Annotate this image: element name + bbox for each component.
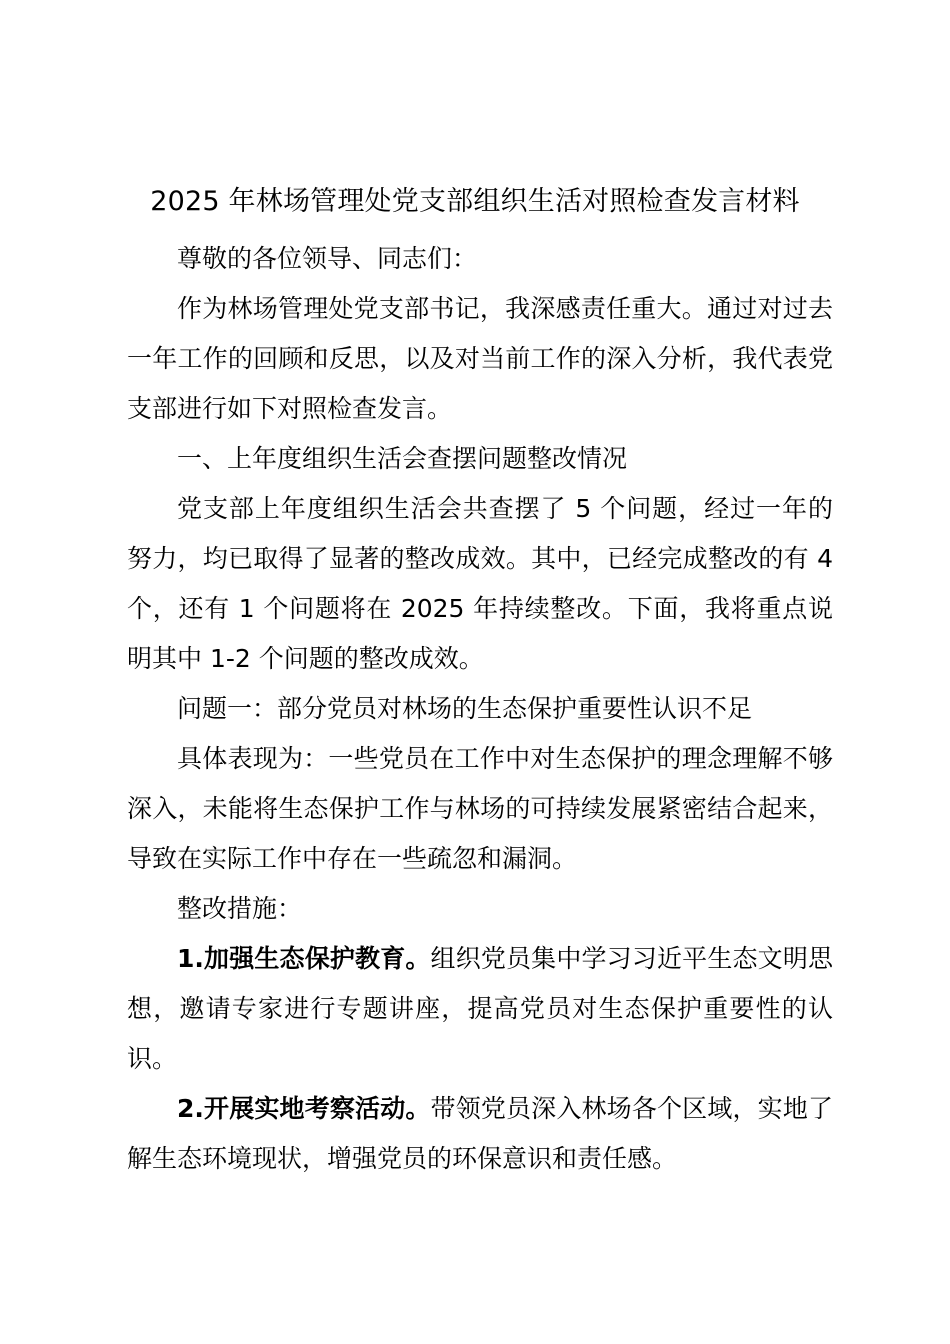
section-paragraph: 党支部上年度组织生活会共查摆了 5 个问题，经过一年的努力，均已取得了显著的整改成效。其中，已经完成整改的有 4 个，还有 1 个问题将在 2025 年持续整改。下面，我将重点说明其中 1-2 个问题的整改成效。 <box>127 494 833 673</box>
measure-text: 带领党员深入林场各个区域，实地了解生态环境现状，增强党员的环保意识和责任感。 <box>127 1094 833 1173</box>
measure-text: 组织党员集中学习习近平生态文明思想，邀请专家进行专题讲座，提高党员对生态保护重要性的认识。 <box>127 944 833 1073</box>
problem-detail-paragraph: 具体表现为：一些党员在工作中对生态保护的理念理解不够深入，未能将生态保护工作与林场的可持续发展紧密结合起来，导致在实际工作中存在一些疏忽和漏洞。 <box>127 744 833 873</box>
measure-label: 2.开展实地考察活动。 <box>177 1094 431 1123</box>
document-title: 2025 年林场管理处党支部组织生活对照检查发言材料 <box>150 186 800 217</box>
measures-heading: 整改措施： <box>177 894 303 923</box>
section-heading: 一、上年度组织生活会查摆问题整改情况 <box>177 444 628 473</box>
measure-item <box>127 1084 833 1184</box>
measure-label: 1.加强生态保护教育。 <box>177 944 431 973</box>
salutation: 尊敬的各位领导、同志们： <box>177 244 478 273</box>
measure-item <box>127 934 833 1084</box>
document-body <box>127 234 833 1184</box>
intro-paragraph: 作为林场管理处党支部书记，我深感责任重大。通过对过去一年工作的回顾和反思，以及对当前工作的深入分析，我代表党支部进行如下对照检查发言。 <box>127 294 833 423</box>
problem-heading: 问题一：部分党员对林场的生态保护重要性认识不足 <box>177 694 753 723</box>
